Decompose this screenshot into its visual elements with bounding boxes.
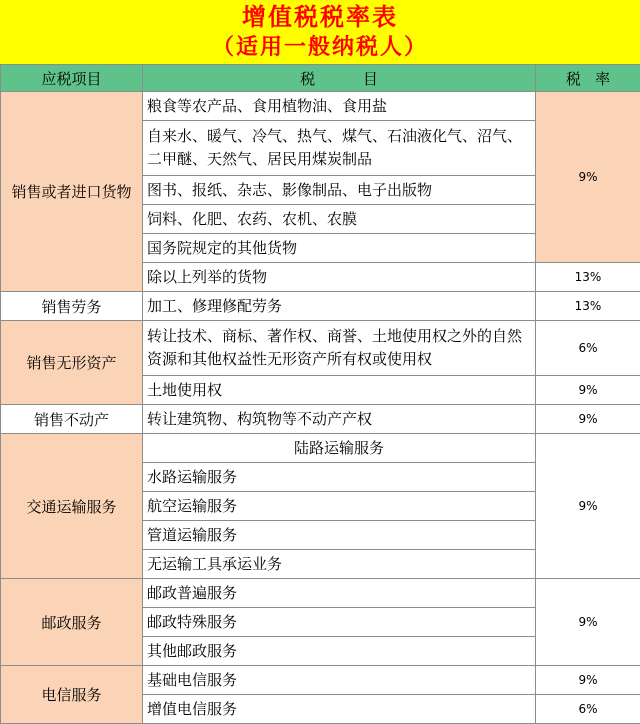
category-postal: 邮政服务 — [1, 579, 143, 666]
item-cell: 除以上列举的货物 — [143, 263, 536, 292]
rate-cell: 6% — [536, 321, 640, 376]
table-row — [1, 405, 640, 434]
item-cell: 管道运输服务 — [143, 521, 536, 550]
page-subtitle: （适用一般纳税人） — [0, 33, 640, 61]
table-row — [1, 434, 640, 463]
category-labor: 销售劳务 — [1, 292, 143, 321]
table-row — [1, 579, 640, 608]
table-row — [1, 92, 640, 121]
category-intangible: 销售无形资产 — [1, 321, 143, 405]
item-cell: 基础电信服务 — [143, 666, 536, 695]
item-cell: 增值电信服务 — [143, 695, 536, 724]
item-cell: 土地使用权 — [143, 376, 536, 405]
item-cell: 转让技术、商标、著作权、商誉、土地使用权之外的自然资源和其他权益性无形资产所有权或使用权 — [143, 321, 536, 376]
rate-cell: 9% — [536, 579, 640, 666]
vat-rate-table — [0, 64, 640, 724]
title-band — [0, 0, 640, 65]
item-cell: 陆路运输服务 — [143, 434, 536, 463]
rate-cell: 6% — [536, 695, 640, 724]
item-cell: 邮政普遍服务 — [143, 579, 536, 608]
item-cell: 邮政特殊服务 — [143, 608, 536, 637]
table-row — [1, 292, 640, 321]
rate-cell: 9% — [536, 666, 640, 695]
item-cell: 饲料、化肥、农药、农机、农膜 — [143, 205, 536, 234]
table-row — [1, 666, 640, 695]
rate-cell: 9% — [536, 92, 640, 263]
item-cell: 自来水、暖气、冷气、热气、煤气、石油液化气、沼气、二甲醚、天然气、居民用煤炭制品 — [143, 121, 536, 176]
header-rate: 税 率 — [536, 65, 640, 92]
rate-cell: 9% — [536, 405, 640, 434]
rate-cell: 13% — [536, 292, 640, 321]
item-cell: 转让建筑物、构筑物等不动产产权 — [143, 405, 536, 434]
rate-cell: 9% — [536, 376, 640, 405]
item-cell: 水路运输服务 — [143, 463, 536, 492]
page-title: 增值税税率表 — [0, 3, 640, 31]
item-cell: 粮食等农产品、食用植物油、食用盐 — [143, 92, 536, 121]
category-transport: 交通运输服务 — [1, 434, 143, 579]
item-cell: 其他邮政服务 — [143, 637, 536, 666]
item-cell: 国务院规定的其他货物 — [143, 234, 536, 263]
table-row — [1, 321, 640, 376]
category-real-estate: 销售不动产 — [1, 405, 143, 434]
item-cell: 图书、报纸、杂志、影像制品、电子出版物 — [143, 176, 536, 205]
rate-cell: 13% — [536, 263, 640, 292]
rate-cell: 9% — [536, 434, 640, 579]
category-sales-goods: 销售或者进口货物 — [1, 92, 143, 292]
header-category: 应税项目 — [1, 65, 143, 92]
category-telecom: 电信服务 — [1, 666, 143, 724]
header-item: 税 目 — [143, 65, 536, 92]
item-cell: 加工、修理修配劳务 — [143, 292, 536, 321]
table-header-row — [1, 65, 640, 92]
item-cell: 航空运输服务 — [143, 492, 536, 521]
item-cell: 无运输工具承运业务 — [143, 550, 536, 579]
